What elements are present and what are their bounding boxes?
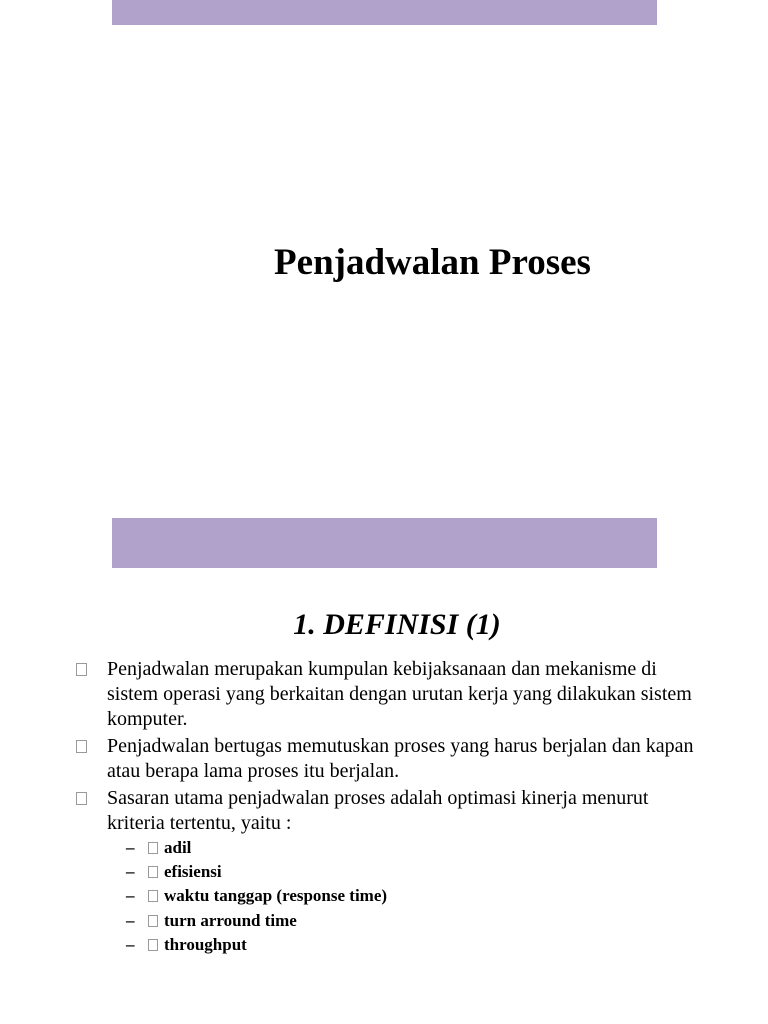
criteria-item bbox=[126, 884, 387, 908]
dash-marker: – bbox=[126, 934, 135, 954]
bullet-box-icon bbox=[148, 866, 158, 878]
criteria-item bbox=[126, 860, 387, 884]
definition-item bbox=[76, 786, 696, 836]
criteria-item bbox=[126, 836, 387, 860]
criteria-label: throughput bbox=[164, 934, 247, 954]
slide-top-band bbox=[112, 0, 657, 25]
definition-item bbox=[76, 734, 696, 784]
criteria-label: turn arround time bbox=[164, 910, 297, 930]
section-title: 1. DEFINISI (1) bbox=[293, 608, 501, 641]
definition-list bbox=[76, 657, 696, 838]
bullet-box-icon bbox=[148, 915, 158, 927]
slide-header-band bbox=[112, 518, 657, 568]
definition-text: Sasaran utama penjadwalan proses adalah optimasi kinerja menurut kriteria tertentu, yaitu : bbox=[107, 787, 649, 834]
definition-text: Penjadwalan merupakan kumpulan kebijaksanaan dan mekanisme di sistem operasi yang berkaitan dengan urutan kerja yang dilakukan sistem komputer. bbox=[107, 658, 692, 730]
criteria-item bbox=[126, 933, 387, 957]
definition-text: Penjadwalan bertugas memutuskan proses yang harus berjalan dan kapan atau berapa lama proses itu berjalan. bbox=[107, 735, 694, 782]
definition-item bbox=[76, 657, 696, 732]
bullet-box-icon bbox=[148, 939, 158, 951]
dash-marker: – bbox=[126, 886, 135, 906]
criteria-item bbox=[126, 909, 387, 933]
dash-marker: – bbox=[126, 838, 135, 857]
slide-title: Penjadwalan Proses bbox=[274, 242, 591, 283]
bullet-box-icon bbox=[76, 663, 87, 676]
criteria-list bbox=[126, 836, 387, 957]
dash-marker: – bbox=[126, 862, 135, 882]
bullet-box-icon bbox=[76, 740, 87, 753]
criteria-label: waktu tanggap (response time) bbox=[164, 886, 388, 906]
bullet-box-icon bbox=[148, 890, 158, 902]
bullet-box-icon bbox=[148, 842, 158, 854]
dash-marker: – bbox=[126, 910, 135, 930]
bullet-box-icon bbox=[76, 792, 87, 805]
criteria-label: efisiensi bbox=[164, 862, 222, 882]
criteria-label: adil bbox=[164, 838, 192, 857]
